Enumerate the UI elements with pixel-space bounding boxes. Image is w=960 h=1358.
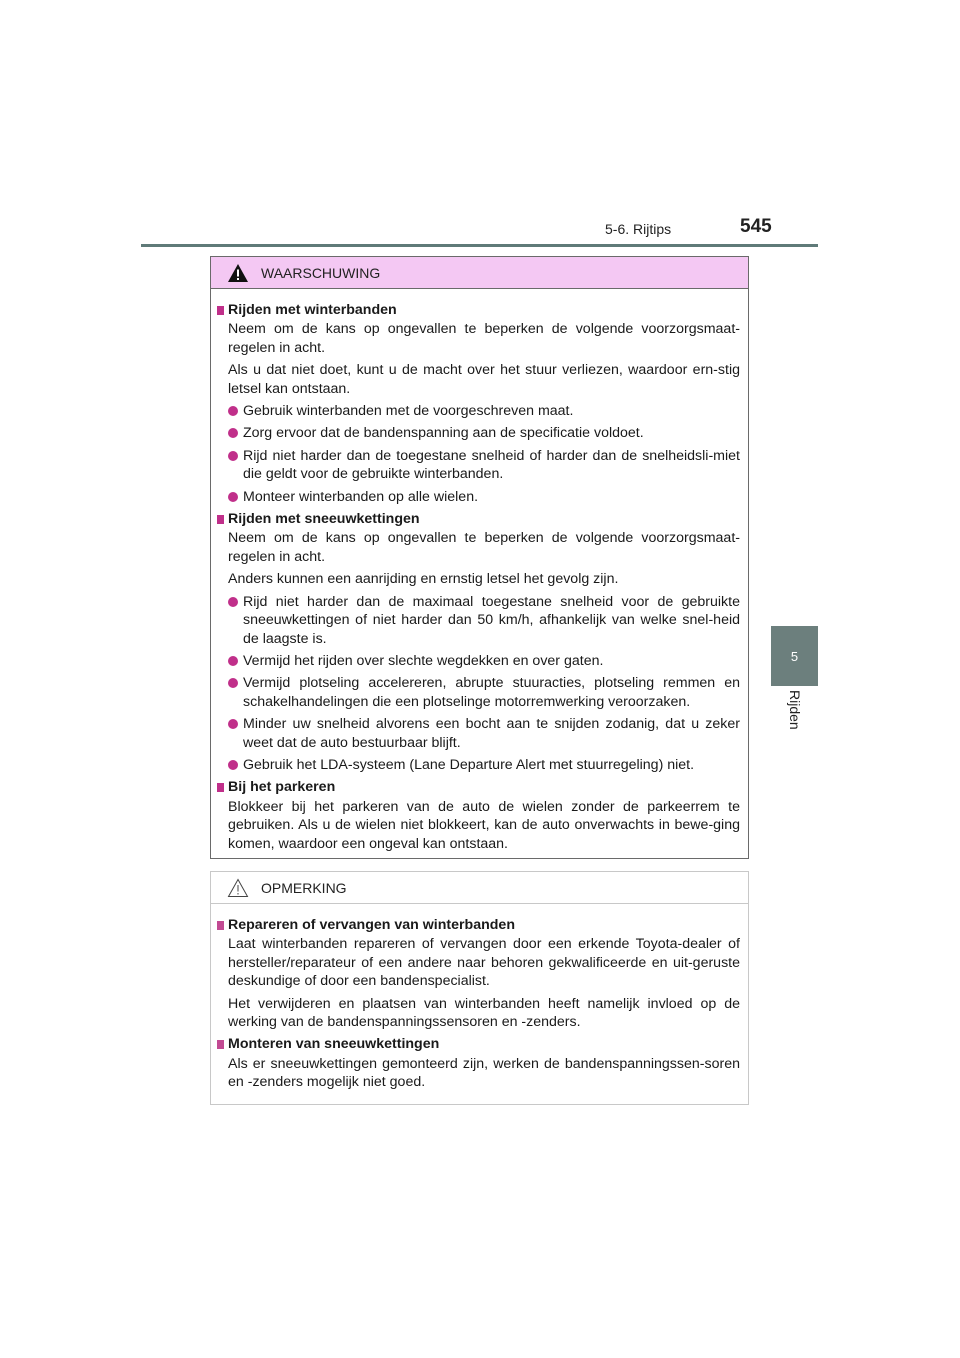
circle-bullet-icon — [228, 597, 238, 607]
circle-bullet-icon — [228, 428, 238, 438]
paragraph: Als u dat niet doet, kunt u de macht over het stuur verliezen, waardoor ern-stig letsel kan ontstaan. — [228, 362, 740, 397]
list-item — [228, 447, 740, 484]
warning-title: WAARSCHUWING — [261, 264, 381, 281]
list-item — [228, 756, 740, 774]
list-item — [228, 402, 740, 420]
list-item-text: Rijd niet harder dan de maximaal toegestane snelheid voor de gebruikte sneeuwkettingen of niet harder dan 50 km/h, afhankelijk van welke snel-heid de laagste is. — [243, 593, 740, 647]
section-heading — [217, 778, 740, 796]
page-number: 545 — [740, 216, 772, 237]
section-heading — [217, 1035, 740, 1053]
section-heading — [217, 510, 740, 528]
list-item-text: Gebruik winterbanden met de voorgeschreven maat. — [243, 403, 574, 420]
list-item-text: Rijd niet harder dan de toegestane snelheid of harder dan de snelheidsli-miet die geldt voor de gebruikte winterbanden. — [243, 447, 740, 483]
paragraph: Blokkeer bij het parkeren van de auto de wielen zonder de parkeerrem te gebruiken. Als u de wielen niet blokkeert, kan de auto onverwachts in bewe-ging komen, waardoor een ongeval kan ontstaan. — [228, 798, 740, 852]
notice-header — [211, 872, 748, 904]
list-item — [228, 715, 740, 752]
circle-bullet-icon — [228, 656, 238, 666]
notice-title: OPMERKING — [261, 879, 347, 896]
square-bullet-icon — [217, 1040, 224, 1049]
section-heading-text: Repareren of vervangen van winterbanden — [228, 917, 515, 933]
list-item — [228, 674, 740, 711]
paragraph: Neem om de kans op ongevallen te beperken de volgende voorzorgsmaat-regelen in acht. — [228, 321, 740, 356]
list-item-text: Zorg ervoor dat de bandenspanning aan de specificatie voldoet. — [243, 425, 644, 442]
square-bullet-icon — [217, 783, 224, 792]
paragraph: Als er sneeuwkettingen gemonteerd zijn, werken de bandenspanningssen-soren en -zenders mogelijk niet goed. — [228, 1055, 740, 1091]
list-item-text: Monteer winterbanden op alle wielen. — [243, 488, 479, 505]
notice-box — [210, 871, 749, 1105]
section-heading — [217, 301, 740, 319]
warning-box — [210, 256, 749, 859]
list-item — [228, 424, 740, 442]
section-heading-text: Rijden met sneeuwkettingen — [228, 511, 420, 528]
square-bullet-icon — [217, 921, 224, 930]
list-item-text: Vermijd het rijden over slechte wegdekken en over gaten. — [243, 652, 604, 669]
list-item-text: Gebruik het LDA-systeem (Lane Departure Alert met stuurregeling) niet. — [243, 756, 695, 773]
paragraph: Het verwijderen en plaatsen van winterbanden heeft namelijk invloed op de werking van de bandenspanningssensoren en -zenders. — [228, 995, 740, 1031]
section-heading-text: Bij het parkeren — [228, 779, 336, 796]
chapter-tab[interactable] — [771, 626, 818, 686]
list-item — [228, 593, 740, 648]
circle-bullet-icon — [228, 492, 238, 502]
warning-header — [211, 257, 748, 289]
circle-bullet-icon — [228, 719, 238, 729]
circle-bullet-icon — [228, 451, 238, 461]
paragraph: Laat winterbanden repareren of vervangen door een erkende Toyota-dealer of hersteller/reparateur of een andere naar behoren gekwalificeerde en uit-geruste deskundige of door een bandenspecialist. — [228, 936, 740, 990]
section-heading-text: Monteren van sneeuwkettingen — [228, 1036, 440, 1053]
paragraph: Neem om de kans op ongevallen te beperken de volgende voorzorgsmaat-regelen in acht. — [228, 530, 740, 565]
square-bullet-icon — [217, 306, 224, 315]
paragraph: Anders kunnen een aanrijding en ernstig letsel het gevolg zijn. — [228, 571, 619, 588]
section-heading-text: Rijden met winterbanden — [228, 302, 397, 318]
list-item-text: Minder uw snelheid alvorens een bocht aan te snijden zodanig, dat u zeker weet dat de auto bestuurbaar blijft. — [243, 716, 740, 751]
warning-triangle-icon — [227, 263, 249, 283]
chapter-label: Rijden — [787, 690, 803, 730]
circle-bullet-icon — [228, 406, 238, 416]
list-item-text: Vermijd plotseling accelereren, abrupte stuuracties, plotseling remmen en schakelhandelingen die een plotselinge motorremwerking veroorzaken. — [243, 675, 740, 710]
square-bullet-icon — [217, 515, 224, 524]
circle-bullet-icon — [228, 760, 238, 770]
notice-body — [211, 904, 748, 1092]
header-divider — [141, 244, 818, 247]
list-item — [228, 488, 740, 506]
section-heading — [217, 916, 740, 934]
chapter-number: 5 — [790, 648, 799, 664]
list-item — [228, 652, 740, 670]
section-title: 5-6. Rijtips — [605, 221, 672, 237]
circle-bullet-icon — [228, 678, 238, 688]
warning-body — [211, 289, 748, 853]
caution-outline-icon — [227, 878, 249, 898]
